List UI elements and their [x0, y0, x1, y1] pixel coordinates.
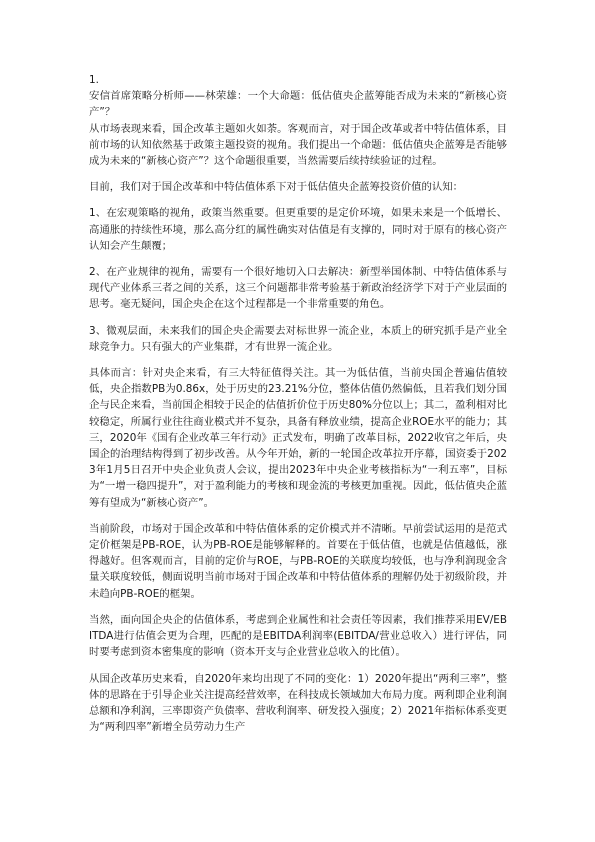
- paragraph-cognition: 目前，我们对于国企改革和中特估值体系下对于低估值央企蓝筹投资价值的认知：: [89, 181, 464, 194]
- document-body: [89, 72, 507, 745]
- paragraph-point-2: 2、在产业规律的视角，需要有一个很好地切入口去解决：新型举国体制、中特估值体系与现代产业体系三者之间的关系，这三个问题都非常考验基于新政治经济学下对于产业层面的思考。毫无疑问，国企央企在这个过程都是一个非常重要的角色。: [89, 266, 507, 311]
- paragraph-point-3: 3、微观层面，未来我们的国企央企需要去对标世界一流企业，本质上的研究抓手是产业全球竞争力。只有强大的产业集群，才有世界一流企业。: [89, 324, 507, 353]
- paragraph-history: 从国企改革历史来看，自2020年来均出现了不同的变化：1）2020年提出“两利三率”，整体的思路在于引导企业关注提高经营效率，在科技成长领域加大布局力度。两利即企业利润总额和净利润，三率即资产负债率、营收利润率、研发投入强度；2）2021年指标体系变更为“两利四率”新增全员劳动力生产: [89, 672, 507, 734]
- article-title: 安信首席策略分析师——林荣雄：一个大命题：低估值央企蓝筹能否成为未来的“新核心资产”？: [89, 90, 507, 119]
- paragraph-valuation: 当然，面向国企央企的估值体系，考虑到企业属性和社会责任等因素，我们推荐采用EV/EBITDA进行估值会更为合理，匹配的是EBITDA利润率(EBITDA/营业总收入）进行评估，同时要考虑到资本密集度的影响（资本开支与企业营业总收入的比值）。: [89, 613, 507, 659]
- paragraph-intro: 从市场表现来看，国企改革主题如火如荼。客观而言，对于国企改革或者中特估值体系，目前市场的认知依然基于政策主题投资的视角。我们提出一个命题：低估值央企蓝筹是否能够成为未来的“新核心资产”？这个命题很重要，当然需要后续持续验证的过程。: [89, 122, 507, 168]
- paragraph-specifics: 具体而言：针对央企来看，有三大特征值得关注。其一为低估值，当前央国企普遍估值较低，央企指数PB为0.86x，处于历史的23.21%分位，整体估值仍然偏低，且若我们划分国企与民企来看，当前国企相较于民企的估值折价位于历史80%分位以上；其二，盈利相对比较稳定，所属行业往往商业模式并不复杂，具备有释放业绩，提高企业ROE水平的能力；其三，2020年《国有企业改革三年行动》正式发布，明确了改革目标，2022收官之年后，央国企的治理结构得到了初步改善。从今年开始，新的一轮国企改革拉开序幕，国资委于2023年1月5日召开中央企业负责人会议，提出2023年中央企业考核指标为“一利五率”，目标为“一增一稳四提升”，对于盈利能力的考核和现金流的考核更加重视。因此，低估值央企蓝筹有望成为“新核心资产”。: [89, 367, 507, 509]
- paragraph-point-1: 1、在宏观策略的视角，政策当然重要。但更重要的是定价环境，如果未来是一个低增长、高通胀的持续性环境，那么高分红的属性确实对估值是有支撑的，同时对于原有的核心资产认知会产生颠覆；: [89, 207, 507, 252]
- paragraph-pricing: 当前阶段，市场对于国企改革和中特估值体系的定价模式并不清晰。早前尝试运用的是范式定价框架是PB-ROE，认为PB-ROE是能够解释的。首要在于低估值，也就是估值越低，涨得越好。但客观而言，目前的定价与ROE，与PB-ROE的关联度均较低，也与净利润现金含量关联度较低，侧面说明当前市场对于国企改革和中特估值体系的理解仍处于初级阶段，并未趋向PB-ROE的框架。: [89, 522, 507, 600]
- section-number: 1.: [89, 74, 99, 86]
